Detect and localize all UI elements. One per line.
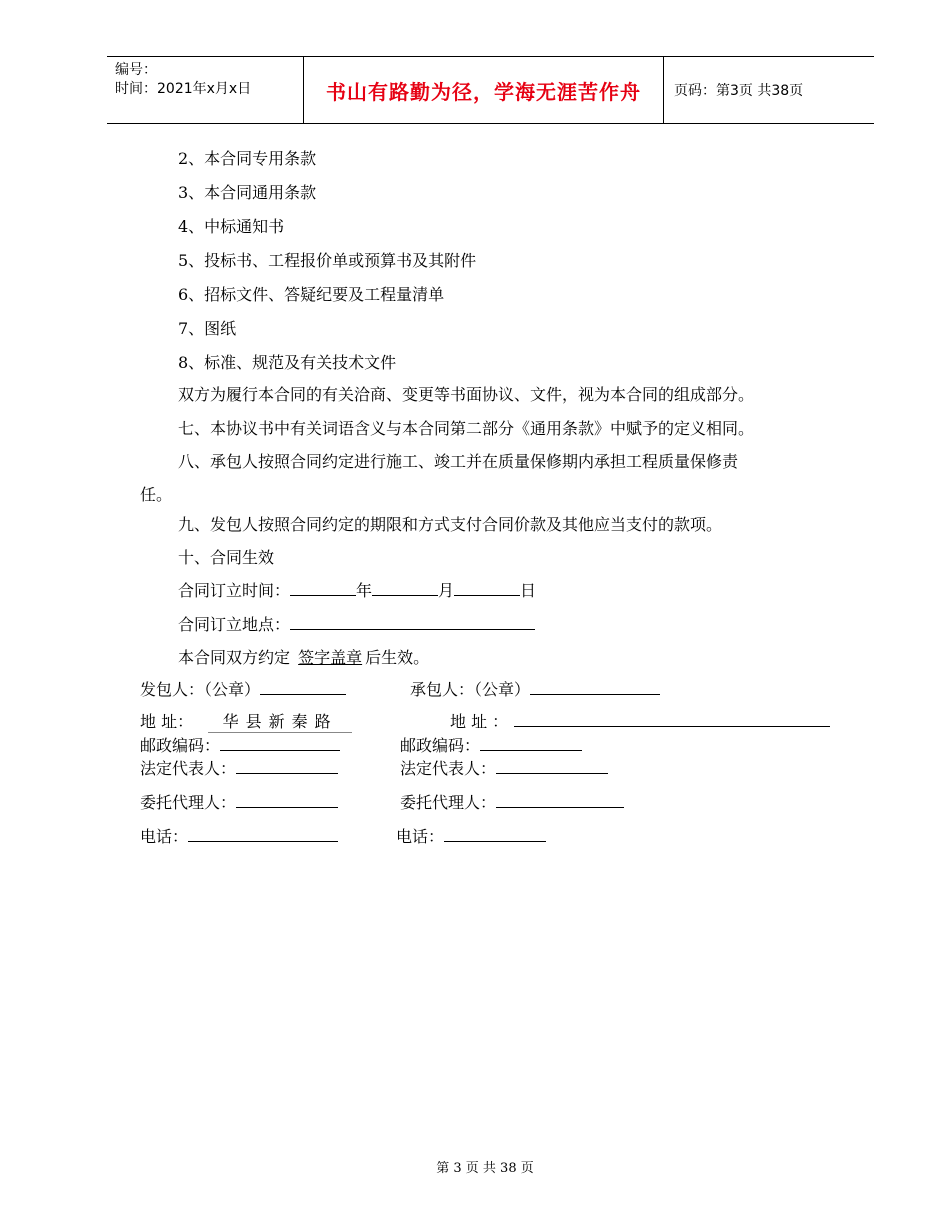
list-item: 2、本合同专用条款 — [178, 149, 317, 168]
paragraph-warranty: 八、承包人按照合同约定进行施工、竣工并在质量保修期内承担工程质量保修责 — [178, 452, 739, 471]
number-label: 编号： — [115, 62, 157, 78]
contractor-blank[interactable] — [530, 678, 660, 695]
month-label: 月 — [438, 581, 455, 600]
phone-label: 电话： — [140, 827, 189, 846]
effect-value: 签字盖章 — [298, 648, 363, 667]
employer-postcode-blank[interactable] — [220, 734, 340, 751]
page-label: 页码：第3页 共38页 — [674, 83, 804, 99]
contractor-legal-rep-line — [400, 756, 608, 779]
signing-time-line — [178, 578, 536, 601]
contractor-address-line — [450, 709, 830, 732]
contractor-address-blank[interactable] — [514, 710, 830, 727]
day-blank[interactable] — [454, 579, 520, 596]
contractor-legal-rep-blank[interactable] — [496, 757, 608, 774]
year-label: 年 — [356, 581, 373, 600]
paragraph-definitions: 七、本协议书中有关词语含义与本合同第二部分《通用条款》中赋予的定义相同。 — [178, 419, 755, 438]
page-header — [107, 56, 874, 124]
contractor-agent-line — [400, 790, 624, 813]
list-item: 4、中标通知书 — [178, 217, 285, 236]
section-effective: 十、合同生效 — [178, 548, 275, 567]
employer-postcode-line — [140, 733, 340, 756]
paragraph-composition: 双方为履行本合同的有关洽商、变更等书面协议、文件，视为本合同的组成部分。 — [178, 385, 755, 404]
header-motto-cell — [303, 57, 664, 123]
agent-label: 委托代理人： — [400, 793, 497, 812]
employer-phone-blank[interactable] — [188, 825, 338, 842]
employer-phone-line — [140, 824, 338, 847]
phone-label: 电话： — [396, 827, 445, 846]
signing-time-label: 合同订立时间： — [178, 581, 291, 600]
effect-prefix: 本合同双方约定 — [178, 648, 291, 667]
address-label: 地 址： — [140, 712, 194, 731]
employer-blank[interactable] — [260, 678, 346, 695]
effect-line — [178, 645, 429, 668]
header-page-cell — [664, 57, 874, 123]
year-blank[interactable] — [290, 579, 356, 596]
page-footer: 第 3 页 共 38 页 — [436, 1161, 534, 1176]
motto-text: 书山有路勤为径，学海无涯苦作舟 — [326, 79, 641, 104]
employer-legal-rep-blank[interactable] — [236, 757, 338, 774]
postcode-label: 邮政编码： — [400, 736, 481, 755]
place-blank[interactable] — [290, 613, 535, 630]
employer-legal-rep-line — [140, 756, 338, 779]
employer-agent-blank[interactable] — [236, 791, 338, 808]
postcode-label: 邮政编码： — [140, 736, 221, 755]
paragraph-payment: 九、发包人按照合同约定的期限和方式支付合同价款及其他应当支付的款项。 — [178, 515, 723, 534]
employer-address-line — [140, 709, 352, 733]
contractor-phone-blank[interactable] — [444, 825, 546, 842]
contractor-label: 承包人：（公章） — [410, 680, 531, 699]
day-label: 日 — [520, 581, 537, 600]
list-item: 8、标准、规范及有关技术文件 — [178, 353, 397, 372]
employer-agent-line — [140, 790, 338, 813]
effect-suffix: 后生效。 — [365, 648, 430, 667]
legal-rep-label: 法定代表人： — [400, 759, 497, 778]
contractor-postcode-line — [400, 733, 582, 756]
month-blank[interactable] — [372, 579, 438, 596]
list-item: 6、招标文件、答疑纪要及工程量清单 — [178, 285, 445, 304]
legal-rep-label: 法定代表人： — [140, 759, 237, 778]
list-item: 7、图纸 — [178, 319, 237, 338]
header-meta — [107, 57, 303, 123]
signing-place-line — [178, 612, 535, 635]
list-item: 5、投标书、工程报价单或预算书及其附件 — [178, 251, 477, 270]
paragraph-warranty-cont: 任。 — [140, 485, 173, 504]
signing-place-label: 合同订立地点： — [178, 615, 291, 634]
contractor-agent-blank[interactable] — [496, 791, 624, 808]
contractor-seal-line — [410, 677, 660, 700]
time-label: 时间：2021年x月x日 — [115, 81, 252, 97]
employer-label: 发包人：（公章） — [140, 680, 261, 699]
address-label-right: 地 址 ： — [450, 712, 509, 731]
employer-seal-line — [140, 677, 346, 700]
agent-label: 委托代理人： — [140, 793, 237, 812]
contractor-phone-line — [396, 824, 546, 847]
address-value: 华县新秦路 — [208, 709, 352, 733]
list-item: 3、本合同通用条款 — [178, 183, 317, 202]
contractor-postcode-blank[interactable] — [480, 734, 582, 751]
